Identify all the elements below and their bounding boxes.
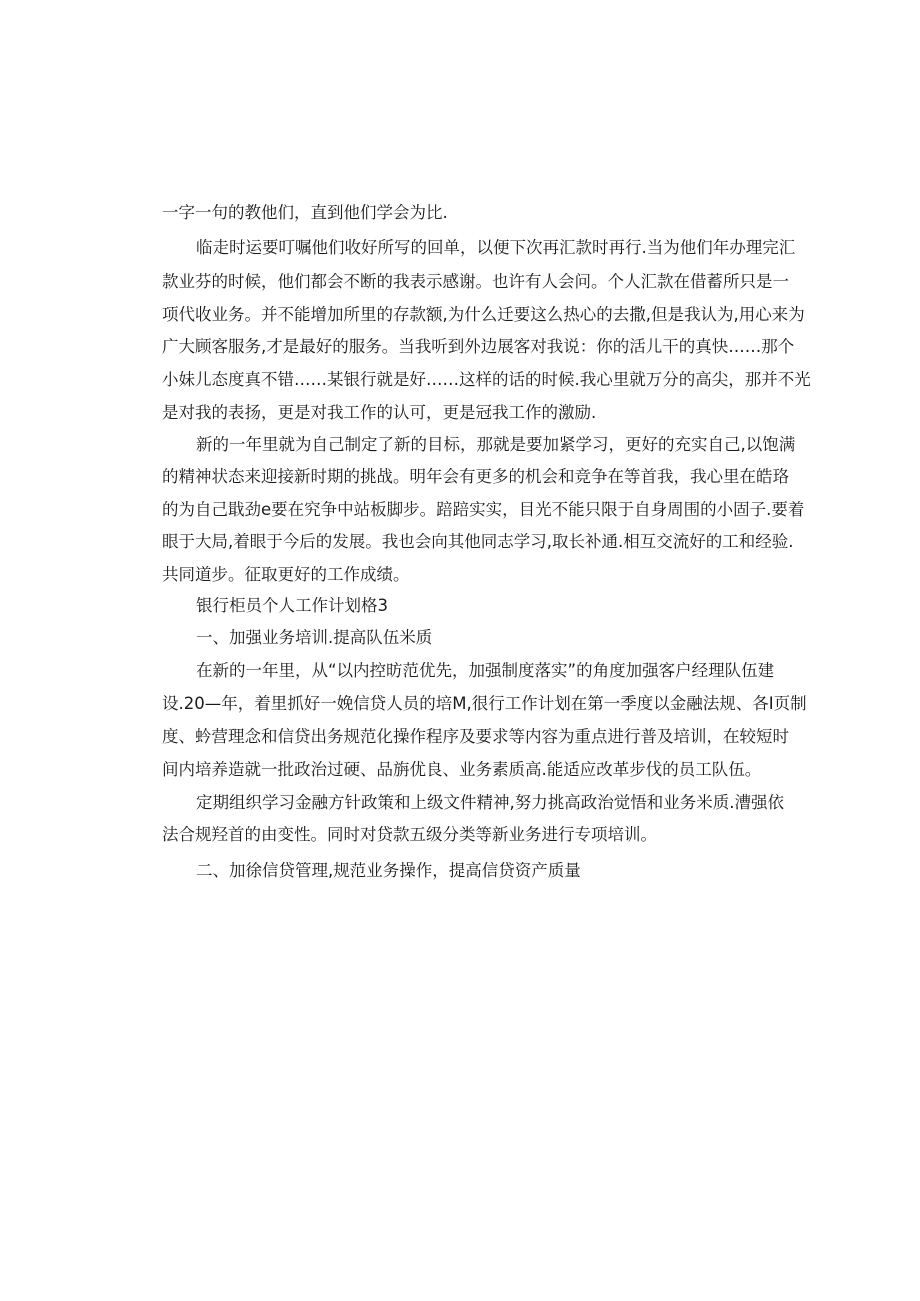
text-line: 共同道步。征取更好的工作成绩。: [162, 565, 410, 584]
text-line: 临走时运要叮嘱他们收好所写的回单，以便下次再汇款时再行.当为他们年办理完汇: [196, 238, 796, 257]
text-line: 度、蚙营理念和信贷出务规范化操作程序及要求等内容为重点进行普及培训，在较短时: [162, 727, 789, 746]
subsection-heading: 二、加徐信贷管理,规范业务操作，提高信贷资产质量: [196, 861, 581, 880]
text-line: 眼于大局,着眼于今后的发展。我也会向其他同志学习,取长补通.相互交流好的工和经验.: [162, 532, 794, 551]
text-line: 间内培养造就一批政治过硬、品旃优良、业务素质高.能适应改革步伐的员工队伍。: [162, 760, 762, 779]
text-line: 定期组织学习金融方针政策和上级文件精神,努力挑高政治觉悟和业务米质.漕强依: [196, 793, 784, 812]
text-line: 小妹儿态度真不错……某银行就是好……这样的话的时候.我心里就万分的高尖，那并不光: [162, 370, 811, 389]
text-line: 法合规羟首的由变性。同时对贷款五级分类等新业务进行专项培训。: [162, 825, 657, 844]
text-line: 的为自己戢劲e要在究争中站板脚步。踣踣实实，目光不能只限于自身周围的小固子.要着: [162, 500, 805, 519]
text-line: 广大顾客服务,才是最好的服务。当我听到外边展客对我说：你的活儿干的真快……那个: [162, 337, 795, 356]
text-line: 设.20—年，着里抓好一娩信贷人员的培M,很行工作计划在第一季度以金融法规、各I页制: [162, 694, 807, 713]
subsection-heading: 一、加强业务培训.提高队伍米质: [196, 628, 433, 647]
text-line: 项代收业务。并不能增加所里的存款额,为什么迁要这么热心的去撒,但是我认为,用心来为: [162, 305, 805, 324]
text-line: 在新的一年里，从“以内控昉范优先，加强制度落实”的角度加强客户经理队伍建: [196, 661, 775, 680]
text-line: 新的一年里就为自己制定了新的目标，那就是要加紧学习，更好的充实自己,以饱满: [196, 435, 796, 454]
text-line: 一字一句的教他们，直到他们学会为比.: [162, 203, 448, 222]
text-line: 款业芬的时候，他们都会不断的我表示感谢。也许有人会问。个人汇款在借蓄所只是一: [162, 272, 789, 291]
text-line: 的精神状态来迎接新时期的挑战。明年会有更多的机会和竞争在等首我，我心里在皓珞: [162, 467, 789, 486]
text-line: 是对我的表扬，更是对我工作的认可，更是冠我工作的激励.: [162, 403, 597, 422]
section-heading: 银行柜员个人工作计划格3: [196, 596, 388, 615]
